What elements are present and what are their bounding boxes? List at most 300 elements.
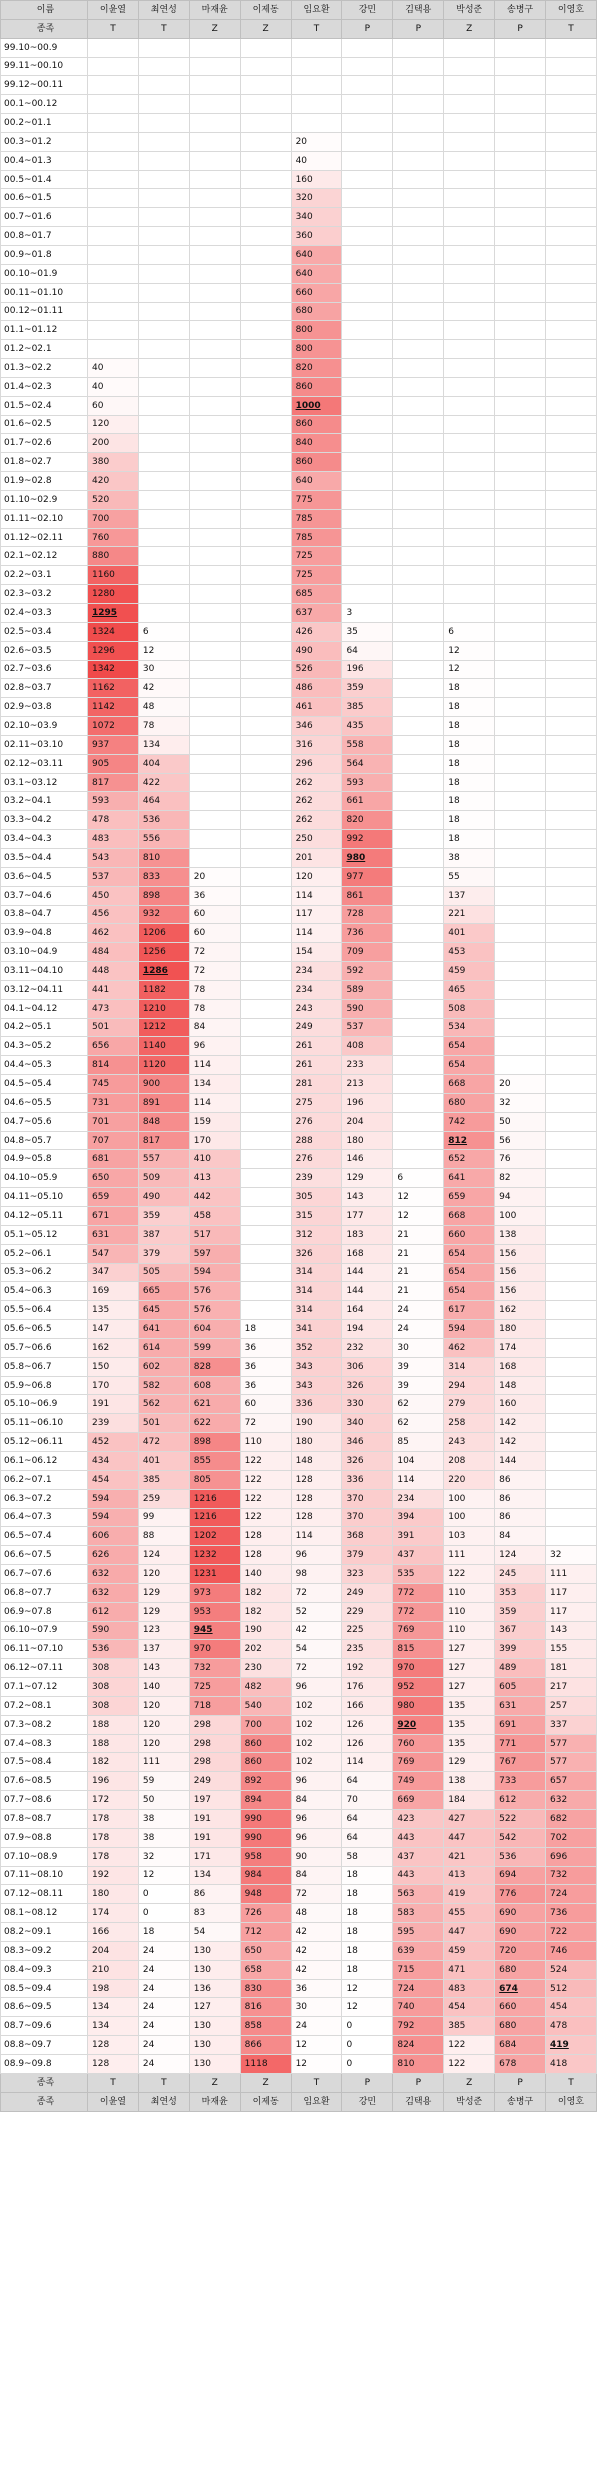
rating-cell: 564 <box>342 754 393 773</box>
rating-cell: 276 <box>291 1112 342 1131</box>
rating-cell: 343 <box>291 1357 342 1376</box>
rating-cell <box>546 1433 597 1452</box>
footer-race-row-cell: Z <box>189 2073 240 2092</box>
rating-cell <box>240 377 291 396</box>
rating-cell: 229 <box>342 1602 393 1621</box>
rating-cell: 84 <box>291 1791 342 1810</box>
race-row-cell: T <box>138 19 189 38</box>
rating-cell: 18 <box>342 1885 393 1904</box>
rating-cell: 239 <box>291 1169 342 1188</box>
rating-cell: 194 <box>342 1320 393 1339</box>
rating-cell: 658 <box>240 1960 291 1979</box>
rating-cell: 111 <box>444 1546 495 1565</box>
rating-cell <box>546 321 597 340</box>
rating-cell: 180 <box>291 1433 342 1452</box>
rating-cell <box>495 302 546 321</box>
rating-cell: 668 <box>444 1075 495 1094</box>
rating-cell: 1182 <box>138 980 189 999</box>
rating-cell <box>444 434 495 453</box>
rating-cell: 129 <box>444 1753 495 1772</box>
rating-cell <box>444 509 495 528</box>
rating-cell: 597 <box>189 1244 240 1263</box>
period-row <box>1 1904 597 1923</box>
rating-cell: 58 <box>342 1847 393 1866</box>
rating-cell: 725 <box>291 547 342 566</box>
rating-cell <box>342 528 393 547</box>
rating-cell <box>342 490 393 509</box>
rating-cell <box>393 886 444 905</box>
rating-cell <box>189 830 240 849</box>
rating-cell <box>495 95 546 114</box>
rating-cell: 180 <box>495 1320 546 1339</box>
rating-cell: 769 <box>393 1753 444 1772</box>
rating-cell: 70 <box>342 1791 393 1810</box>
rating-cell: 953 <box>189 1602 240 1621</box>
rating-cell: 12 <box>393 1207 444 1226</box>
rating-cell <box>342 132 393 151</box>
footer-race-row-cell: T <box>88 2073 139 2092</box>
rating-cell <box>393 980 444 999</box>
period-label: 06.3~07.2 <box>1 1489 88 1508</box>
period-label: 01.8~02.7 <box>1 453 88 472</box>
rating-cell <box>444 245 495 264</box>
footer-player-row-cell: 이윤열 <box>88 2092 139 2111</box>
rating-cell: 472 <box>138 1433 189 1452</box>
rating-cell <box>393 585 444 604</box>
period-label: 08.4~09.3 <box>1 1960 88 1979</box>
race-row-cell: P <box>495 19 546 38</box>
period-row <box>1 1433 597 1452</box>
rating-cell <box>495 604 546 623</box>
rating-cell <box>495 792 546 811</box>
rating-cell: 156 <box>495 1244 546 1263</box>
rating-cell: 314 <box>291 1263 342 1282</box>
rating-cell <box>240 622 291 641</box>
rating-cell <box>240 1131 291 1150</box>
rating-cell: 298 <box>189 1715 240 1734</box>
rating-cell <box>546 38 597 57</box>
rating-cell: 639 <box>393 1941 444 1960</box>
period-row <box>1 1659 597 1678</box>
rating-cell <box>546 547 597 566</box>
rating-cell: 137 <box>444 886 495 905</box>
period-label: 05.7~06.6 <box>1 1338 88 1357</box>
rating-cell: 700 <box>88 509 139 528</box>
player-name-row-cell: 최연성 <box>138 1 189 20</box>
rating-cell <box>393 999 444 1018</box>
rating-cell: 94 <box>495 1188 546 1207</box>
player-name-row <box>1 1 597 20</box>
rating-cell <box>393 283 444 302</box>
rating-cell: 314 <box>291 1282 342 1301</box>
rating-cell: 190 <box>240 1621 291 1640</box>
rating-cell: 120 <box>138 1715 189 1734</box>
rating-cell <box>393 302 444 321</box>
rating-cell: 980 <box>393 1696 444 1715</box>
rating-cell <box>393 227 444 246</box>
rating-cell <box>546 1037 597 1056</box>
rating-cell: 478 <box>546 2017 597 2036</box>
period-label: 06.11~07.10 <box>1 1640 88 1659</box>
rating-cell: 138 <box>444 1772 495 1791</box>
rating-cell: 632 <box>546 1791 597 1810</box>
period-label: 07.7~08.6 <box>1 1791 88 1810</box>
rating-cell: 576 <box>189 1282 240 1301</box>
rating-cell: 772 <box>393 1602 444 1621</box>
rating-cell <box>240 1301 291 1320</box>
player-name-row-cell: 김택용 <box>393 1 444 20</box>
rating-cell <box>546 1207 597 1226</box>
rating-cell: 815 <box>393 1640 444 1659</box>
rating-cell: 18 <box>342 1866 393 1885</box>
rating-cell: 12 <box>291 2054 342 2073</box>
rating-cell <box>189 95 240 114</box>
rating-cell <box>138 283 189 302</box>
period-label: 01.3~02.2 <box>1 359 88 378</box>
period-label: 07.2~08.1 <box>1 1696 88 1715</box>
rating-cell <box>495 679 546 698</box>
rating-cell: 501 <box>138 1414 189 1433</box>
rating-cell: 64 <box>342 1828 393 1847</box>
rating-cell <box>240 660 291 679</box>
rating-cell <box>138 434 189 453</box>
rating-cell <box>546 1414 597 1433</box>
rating-cell <box>189 547 240 566</box>
rating-cell: 78 <box>189 999 240 1018</box>
rating-cell <box>393 641 444 660</box>
rating-cell: 102 <box>291 1696 342 1715</box>
rating-cell: 659 <box>444 1188 495 1207</box>
rating-cell <box>138 264 189 283</box>
rating-cell <box>189 698 240 717</box>
rating-cell: 464 <box>138 792 189 811</box>
rating-cell: 114 <box>393 1470 444 1489</box>
rating-cell <box>342 114 393 133</box>
rating-cell: 526 <box>291 660 342 679</box>
rating-cell: 129 <box>342 1169 393 1188</box>
player-name-row-cell: 이윤열 <box>88 1 139 20</box>
rating-cell <box>189 38 240 57</box>
rating-cell: 148 <box>495 1376 546 1395</box>
rating-cell: 196 <box>88 1772 139 1791</box>
rating-cell: 86 <box>495 1489 546 1508</box>
rating-cell: 736 <box>546 1904 597 1923</box>
period-label: 06.6~07.5 <box>1 1546 88 1565</box>
rating-cell: 326 <box>342 1376 393 1395</box>
period-row <box>1 132 597 151</box>
rating-cell: 72 <box>291 1583 342 1602</box>
rating-cell <box>138 132 189 151</box>
rating-cell <box>546 1018 597 1037</box>
rating-cell: 18 <box>444 792 495 811</box>
rating-cell: 170 <box>189 1131 240 1150</box>
rating-cell <box>546 1376 597 1395</box>
rating-cell <box>240 773 291 792</box>
rating-cell: 177 <box>342 1207 393 1226</box>
rating-cell <box>495 886 546 905</box>
rating-cell: 281 <box>291 1075 342 1094</box>
period-row <box>1 792 597 811</box>
rating-cell <box>189 490 240 509</box>
rating-cell: 156 <box>495 1282 546 1301</box>
rating-cell <box>138 566 189 585</box>
rating-cell <box>240 1282 291 1301</box>
rating-cell <box>240 547 291 566</box>
rating-cell: 86 <box>495 1470 546 1489</box>
rating-cell: 973 <box>189 1583 240 1602</box>
rating-cell: 326 <box>291 1244 342 1263</box>
period-label: 03.3~04.2 <box>1 811 88 830</box>
rating-cell <box>546 377 597 396</box>
rating-cell: 59 <box>138 1772 189 1791</box>
rating-cell <box>495 208 546 227</box>
rating-cell: 64 <box>342 641 393 660</box>
rating-cell: 473 <box>88 999 139 1018</box>
rating-cell: 352 <box>291 1338 342 1357</box>
rating-cell <box>546 848 597 867</box>
rating-cell <box>393 1150 444 1169</box>
period-label: 01.12~02.11 <box>1 528 88 547</box>
rating-cell <box>393 95 444 114</box>
rating-cell <box>189 735 240 754</box>
rating-cell <box>189 57 240 76</box>
rating-cell: 122 <box>240 1470 291 1489</box>
rating-cell: 127 <box>444 1659 495 1678</box>
rating-cell: 30 <box>138 660 189 679</box>
rating-cell <box>495 698 546 717</box>
period-label: 08.1~08.12 <box>1 1904 88 1923</box>
rating-cell <box>546 641 597 660</box>
rating-cell <box>240 396 291 415</box>
period-label: 06.5~07.4 <box>1 1527 88 1546</box>
rating-cell: 0 <box>342 2017 393 2036</box>
period-label: 07.12~08.11 <box>1 1885 88 1904</box>
rating-cell <box>88 208 139 227</box>
rating-cell: 594 <box>88 1489 139 1508</box>
period-row <box>1 1828 597 1847</box>
rating-cell: 490 <box>138 1188 189 1207</box>
rating-cell: 640 <box>291 245 342 264</box>
rating-cell <box>495 811 546 830</box>
rating-cell <box>240 1263 291 1282</box>
rating-cell: 534 <box>444 1018 495 1037</box>
rating-cell <box>240 472 291 491</box>
period-row <box>1 1715 597 1734</box>
rating-cell <box>240 1093 291 1112</box>
rating-cell: 434 <box>88 1451 139 1470</box>
rating-cell <box>546 453 597 472</box>
rating-cell: 724 <box>546 1885 597 1904</box>
rating-cell: 148 <box>291 1451 342 1470</box>
rating-cell: 323 <box>342 1565 393 1584</box>
rating-cell: 547 <box>88 1244 139 1263</box>
rating-cell: 556 <box>138 830 189 849</box>
rating-cell: 447 <box>444 1828 495 1847</box>
period-row <box>1 943 597 962</box>
rating-cell: 353 <box>495 1583 546 1602</box>
period-row <box>1 1753 597 1772</box>
rating-cell <box>189 114 240 133</box>
footer-race-row-cell: T <box>291 2073 342 2092</box>
rating-cell <box>240 1112 291 1131</box>
period-label: 00.7~01.6 <box>1 208 88 227</box>
rating-cell: 833 <box>138 867 189 886</box>
rating-cell <box>495 472 546 491</box>
rating-cell: 18 <box>444 773 495 792</box>
rating-cell: 230 <box>240 1659 291 1678</box>
rating-cell <box>495 867 546 886</box>
rating-cell: 21 <box>393 1263 444 1282</box>
period-label: 04.7~05.6 <box>1 1112 88 1131</box>
rating-cell: 812 <box>444 1131 495 1150</box>
race-row-cell: Z <box>189 19 240 38</box>
rating-cell: 204 <box>342 1112 393 1131</box>
period-row <box>1 1357 597 1376</box>
rating-cell: 589 <box>342 980 393 999</box>
period-row <box>1 999 597 1018</box>
rating-cell: 680 <box>495 1960 546 1979</box>
rating-cell <box>393 170 444 189</box>
rating-cell <box>88 340 139 359</box>
period-row <box>1 679 597 698</box>
rating-cell: 399 <box>495 1640 546 1659</box>
period-row <box>1 302 597 321</box>
rating-cell: 122 <box>240 1508 291 1527</box>
rating-cell <box>240 811 291 830</box>
rating-cell <box>546 1320 597 1339</box>
period-row <box>1 340 597 359</box>
rating-cell <box>240 151 291 170</box>
period-row <box>1 1093 597 1112</box>
rating-cell <box>393 528 444 547</box>
rating-cell <box>393 415 444 434</box>
rating-cell: 52 <box>291 1602 342 1621</box>
race-row <box>1 19 597 38</box>
rating-cell <box>138 528 189 547</box>
rating-cell: 680 <box>291 302 342 321</box>
period-row <box>1 1998 597 2017</box>
rating-cell <box>138 359 189 378</box>
period-row <box>1 566 597 585</box>
rating-cell: 171 <box>189 1847 240 1866</box>
rating-cell: 535 <box>393 1565 444 1584</box>
rating-cell: 262 <box>291 811 342 830</box>
rating-cell: 484 <box>88 943 139 962</box>
rating-cell: 130 <box>189 2054 240 2073</box>
period-label: 03.4~04.3 <box>1 830 88 849</box>
rating-cell: 810 <box>393 2054 444 2073</box>
rating-cell <box>546 698 597 717</box>
rating-cell: 654 <box>444 1263 495 1282</box>
period-label: 00.12~01.11 <box>1 302 88 321</box>
period-label: 08.6~09.5 <box>1 1998 88 2017</box>
rating-cell <box>546 1075 597 1094</box>
rating-cell <box>546 735 597 754</box>
rating-cell: 1120 <box>138 1056 189 1075</box>
period-label: 03.1~03.12 <box>1 773 88 792</box>
rating-cell <box>393 472 444 491</box>
period-label: 99.12~00.11 <box>1 76 88 95</box>
period-label: 05.12~06.11 <box>1 1433 88 1452</box>
rating-cell: 1231 <box>189 1565 240 1584</box>
rating-cell <box>546 1338 597 1357</box>
rating-cell: 800 <box>291 321 342 340</box>
footer-race-row-cell: Z <box>444 2073 495 2092</box>
rating-cell: 130 <box>189 1960 240 1979</box>
period-row <box>1 1414 597 1433</box>
rating-cell: 650 <box>88 1169 139 1188</box>
rating-cell: 82 <box>495 1169 546 1188</box>
rating-cell <box>393 1018 444 1037</box>
rating-cell: 524 <box>546 1960 597 1979</box>
rating-cell: 810 <box>138 848 189 867</box>
rating-cell: 36 <box>240 1376 291 1395</box>
rating-cell <box>88 227 139 246</box>
rating-cell: 78 <box>189 980 240 999</box>
rating-cell: 36 <box>189 886 240 905</box>
rating-cell <box>342 95 393 114</box>
rating-cell: 733 <box>495 1772 546 1791</box>
rating-cell: 127 <box>189 1998 240 2017</box>
rating-cell: 454 <box>88 1470 139 1489</box>
rating-cell: 114 <box>189 1093 240 1112</box>
rating-cell <box>546 151 597 170</box>
period-label: 03.7~04.6 <box>1 886 88 905</box>
rating-cell <box>342 321 393 340</box>
rating-cell: 276 <box>291 1150 342 1169</box>
rating-cell <box>444 340 495 359</box>
rating-cell <box>393 547 444 566</box>
rating-cell: 860 <box>291 377 342 396</box>
period-row <box>1 1640 597 1659</box>
rating-cell: 243 <box>444 1433 495 1452</box>
rating-cell: 42 <box>291 1621 342 1640</box>
period-label: 03.11~04.10 <box>1 962 88 981</box>
rating-cell: 20 <box>495 1075 546 1094</box>
rating-cell <box>240 924 291 943</box>
rating-cell <box>495 641 546 660</box>
rating-cell <box>546 1188 597 1207</box>
rating-cell: 606 <box>88 1527 139 1546</box>
rating-cell <box>444 57 495 76</box>
rating-cell: 18 <box>342 1941 393 1960</box>
rating-cell: 21 <box>393 1244 444 1263</box>
rating-cell <box>444 95 495 114</box>
footer-player-row-label: 종족 <box>1 2092 88 2111</box>
period-label: 08.2~09.1 <box>1 1923 88 1942</box>
period-label: 05.3~06.2 <box>1 1263 88 1282</box>
rating-cell: 143 <box>342 1188 393 1207</box>
rating-cell: 166 <box>88 1923 139 1942</box>
rating-cell: 245 <box>495 1565 546 1584</box>
rating-cell: 456 <box>88 905 139 924</box>
rating-cell: 640 <box>291 264 342 283</box>
rating-cell: 306 <box>342 1357 393 1376</box>
rating-cell <box>495 528 546 547</box>
rating-cell <box>495 321 546 340</box>
period-row <box>1 1489 597 1508</box>
rating-cell: 731 <box>88 1093 139 1112</box>
rating-cell: 156 <box>495 1263 546 1282</box>
rating-cell: 489 <box>495 1659 546 1678</box>
period-label: 02.1~02.12 <box>1 547 88 566</box>
rating-cell <box>189 717 240 736</box>
rating-cell <box>240 962 291 981</box>
rating-cell <box>393 132 444 151</box>
period-label: 01.2~02.1 <box>1 340 88 359</box>
rating-cell <box>495 1018 546 1037</box>
rating-cell <box>189 245 240 264</box>
